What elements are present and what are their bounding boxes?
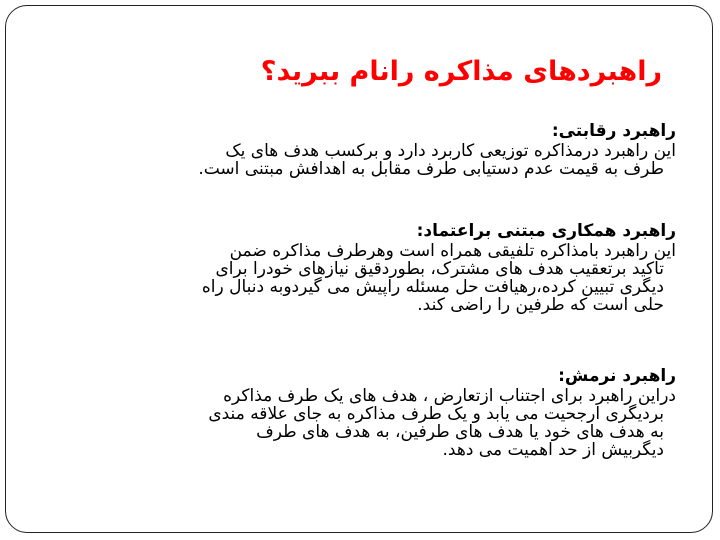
- section-flexibility: [36, 365, 676, 459]
- body-line: به هدف های خود یا هدف های طرفین، به هدف های طرف: [256, 422, 664, 442]
- section-trust-cooperation: [36, 220, 676, 314]
- body-line: تاکید برتعقیب هدف های مشترک، بطوردقیق نیازهای خودرا برای: [215, 259, 664, 279]
- section-heading: راهبرد رقابتی:: [551, 121, 676, 141]
- body-line: حلی است که طرفین را راضی کند.: [417, 295, 664, 315]
- body-line: بردیگری ارجحیت می یابد و یک طرف مذاکره به جای علاقه مندی: [208, 404, 664, 424]
- body-line: دیگربیش از حد اهمیت می دهد.: [442, 440, 664, 460]
- section-heading: راهبرد نرمش:: [558, 366, 676, 386]
- body-line: این راهبرد درمذاکره توزیعی کاربرد دارد و برکسب هدف های یک: [225, 141, 676, 161]
- body-line: این راهبرد بامذاکره تلفیقی همراه است وهرطرف مذاکره ضمن: [229, 241, 676, 261]
- body-line: دیگری تبیین کرده،رهیافت حل مسئله راپیش می گیردوبه دنبال راه: [201, 277, 664, 297]
- slide-title: راهبردهای مذاکره رانام ببرید؟: [260, 56, 662, 87]
- body-line: طرف به قیمت عدم دستیابی طرف مقابل به اهدافش مبتنی است.: [198, 159, 664, 179]
- section-competitive: [36, 120, 676, 178]
- body-line: دراین راهبرد برای اجتناب ازتعارض ، هدف های یک طرف مذاکره: [223, 386, 676, 406]
- section-heading: راهبرد همکاری مبتنی براعتماد:: [416, 221, 676, 241]
